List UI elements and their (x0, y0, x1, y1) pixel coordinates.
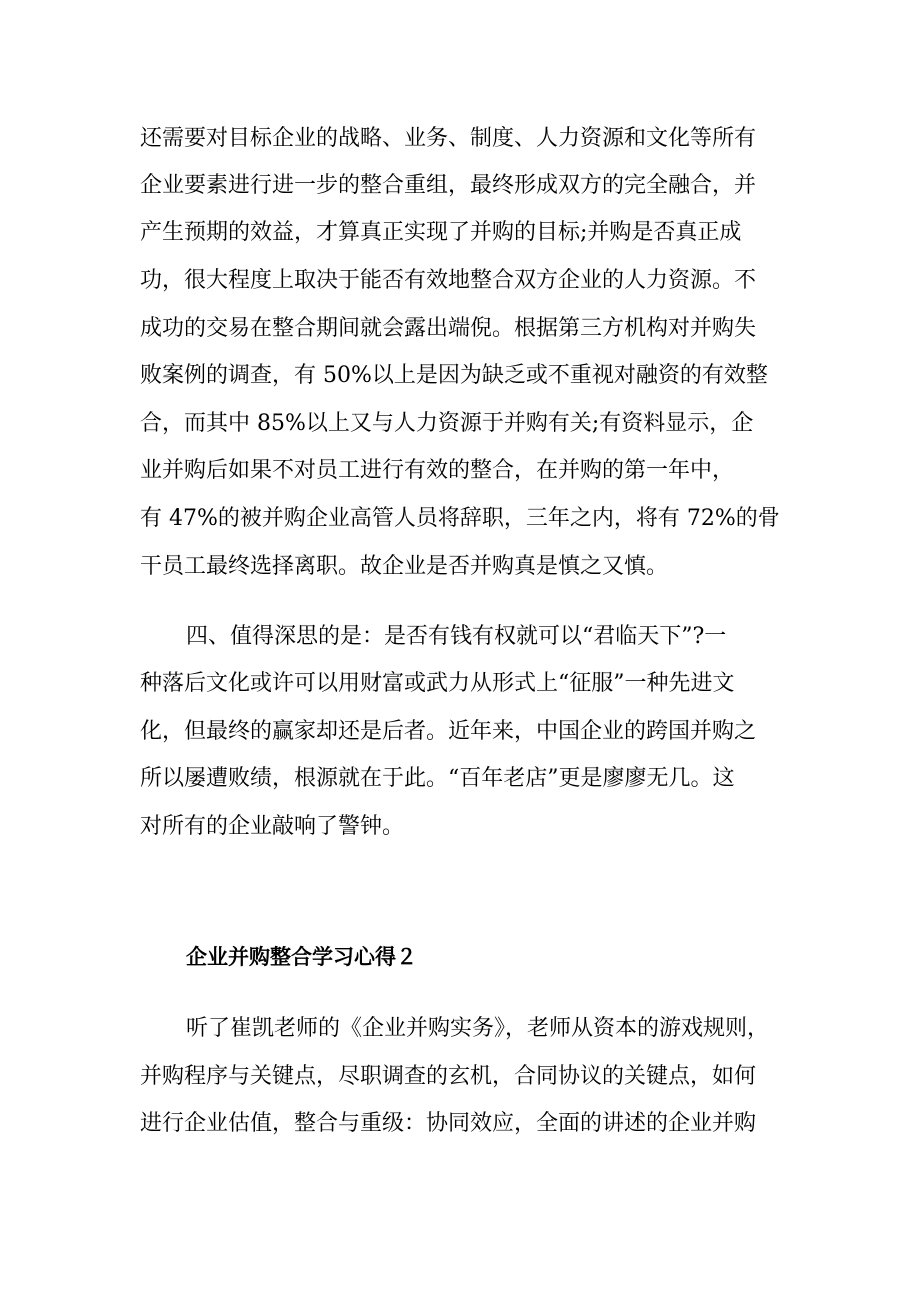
paragraph-1-line-10: 干员工最终选择离职。故企业是否并购真是慎之又慎。 (140, 554, 669, 579)
paragraph-1-line-3: 产生预期的效益，才算真正实现了并购的目标;并购是否真正成 (140, 220, 742, 245)
paragraph-2-line-5: 对所有的企业敲响了警钟。 (140, 814, 405, 839)
paragraph-1-line-1: 还需要对目标企业的战略、业务、制度、人力资源和文化等所有 (140, 126, 757, 151)
paragraph-2-line-2: 种落后文化或许可以用财富或武力从形式上“征服”一种先进文 (140, 671, 735, 696)
paragraph-2-line-4: 所以屡遭败绩，根源就在于此。“百年老店”更是廖廖无几。这 (140, 766, 735, 791)
section-heading: 企业并购整合学习心得２ (186, 945, 417, 969)
paragraph-1-line-2: 企业要素进行进一步的整合重组，最终形成双方的完全融合，并 (140, 173, 757, 198)
paragraph-1-line-8: 业并购后如果不对员工进行有效的整合，在并购的第一年中， (140, 458, 735, 483)
paragraph-1-line-4: 功，很大程度上取决于能否有效地整合双方企业的人力资源。不 (140, 268, 757, 293)
paragraph-3-line-2: 并购程序与关键点，尽职调查的玄机，合同协议的关键点，如何 (140, 1064, 757, 1089)
paragraph-1-line-9: 有 47%的被并购企业高管人员将辞职，三年之内，将有 72%的骨 (140, 506, 780, 531)
paragraph-2-line-1: 四、值得深思的是：是否有钱有权就可以“君临天下”?一 (186, 624, 727, 649)
paragraph-2-line-3: 化，但最终的赢家却还是后者。近年来，中国企业的跨国并购之 (140, 719, 757, 744)
paragraph-1-line-7: 合，而其中 85%以上又与人力资源于并购有关;有资料显示，企 (140, 411, 754, 436)
paragraph-1-line-6: 败案例的调查，有 50%以上是因为缺乏或不重视对融资的有效整 (140, 363, 768, 388)
paragraph-1-line-5: 成功的交易在整合期间就会露出端倪。根据第三方机构对并购失 (140, 316, 757, 341)
paragraph-3-line-3: 进行企业估值，整合与重级：协同效应，全面的讲述的企业并购 (140, 1111, 757, 1136)
paragraph-3-line-1: 听了崔凯老师的《企业并购实务》，老师从资本的游戏规则， (186, 1016, 770, 1041)
